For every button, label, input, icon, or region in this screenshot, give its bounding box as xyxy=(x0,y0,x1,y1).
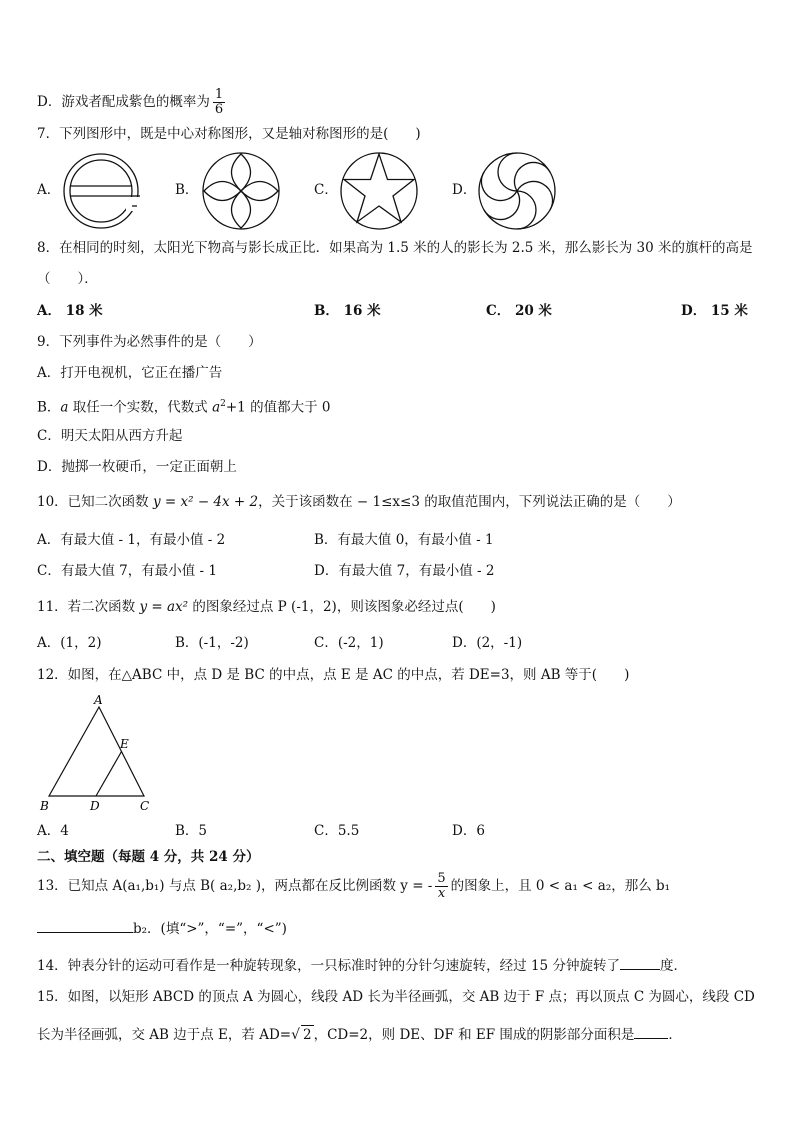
q11-option-a: A．(1，2) xyxy=(37,635,102,651)
q12-option-b: B．5 xyxy=(175,823,208,839)
q12-option-a: A．4 xyxy=(37,823,69,839)
q9-var: a xyxy=(60,399,69,416)
q10-function: y = x² − 4x + 2 xyxy=(152,494,259,510)
q15-line2 xyxy=(37,1025,682,1044)
fraction xyxy=(213,88,225,117)
sqrt-icon: √ xyxy=(291,1027,300,1043)
label-a: A xyxy=(94,693,103,707)
q15-period: ． xyxy=(668,1027,682,1043)
q11-stem xyxy=(37,598,496,616)
q6-option-d xyxy=(37,88,228,117)
q14-text-end: 度． xyxy=(659,958,687,974)
q10-text: 10．已知二次函数 xyxy=(37,494,153,510)
q8-option-a: A． 18 米 xyxy=(37,303,103,319)
q7-option-c-label: C． xyxy=(314,182,338,198)
q9-option-b xyxy=(37,395,330,417)
q11-option-c: C．(-2，1) xyxy=(314,635,384,651)
q9-text: 取任一个实数，代数式 xyxy=(68,399,213,416)
q12-option-c: C．5.5 xyxy=(314,823,360,839)
q13-line2-text: b₂．(填“>”，“=”，“<”) xyxy=(133,921,287,937)
q11-text: 11．若二次函数 xyxy=(37,599,140,615)
q8-stem-cont: （ ）． xyxy=(37,271,98,287)
q15-text: 长为半径画弧，交 AB 边于点 E，若 AD= xyxy=(37,1027,292,1043)
q6-option-d-text: D．游戏者配成紫色的概率为 xyxy=(37,94,210,110)
q9-expr: a xyxy=(212,399,221,416)
q8-option-b: B． 16 米 xyxy=(314,303,381,319)
section-heading: 二、填空题（每题 4 分，共 24 分） xyxy=(37,849,260,865)
q7-option-a-label: A． xyxy=(37,182,61,198)
q9-option-c: C．明天太阳从西方升起 xyxy=(37,428,183,444)
q10-option-d: D．有最大值 7，有最小值 - 2 xyxy=(314,563,495,579)
q15-sqrt-value: 2 xyxy=(303,1027,312,1043)
q7-option-d-label: D． xyxy=(452,182,477,198)
q9-option-d: D．抛掷一枚硬币，一定正面朝上 xyxy=(37,459,237,475)
q12-triangle-figure xyxy=(36,690,166,818)
figure-b-petal-circle-icon xyxy=(200,150,282,232)
q15-line1: 15．如图，以矩形 ABCD 的顶点 A 为圆心，线段 AD 长为半径画弧，交 AB 边于 F 点；再以顶点 C 为圆心，线段 CD xyxy=(37,989,755,1005)
figure-c-star-circle-icon xyxy=(338,150,420,232)
q12-stem: 12．如图，在△ABC 中，点 D 是 BC 的中点，点 E 是 AC 的中点，若 DE=3，则 AB 等于( ) xyxy=(37,667,630,683)
q9-option-b-label: B． xyxy=(37,399,61,416)
figure-d-swirl-circle-icon xyxy=(476,150,558,232)
q8-option-d: D． 15 米 xyxy=(681,303,748,319)
fraction-numerator: 5 xyxy=(437,871,446,886)
label-e: E xyxy=(120,737,129,751)
q10-stem xyxy=(37,493,681,511)
fraction-denominator: x xyxy=(437,886,446,901)
q10-option-c: C．有最大值 7，有最小值 - 1 xyxy=(37,563,217,579)
q14-stem xyxy=(37,957,687,975)
fraction-denominator: 6 xyxy=(214,102,224,117)
q7-option-b-label: B． xyxy=(175,182,199,198)
q15-text-end: ，CD=2，则 DE、DF 和 EF 围成的阴影部分面积是 xyxy=(313,1027,635,1043)
label-c: C xyxy=(140,799,150,813)
q11-text-end: 的图象经过点 P (-1，2)，则该图象必经过点( ) xyxy=(188,599,496,615)
q11-option-d: D．(2，-1) xyxy=(452,635,523,651)
q9-stem: 9．下列事件为必然事件的是（ ） xyxy=(37,334,262,350)
label-b: B xyxy=(40,799,49,813)
q7-stem: 7．下列图形中，既是中心对称图形，又是轴对称图形的是( ) xyxy=(37,126,421,142)
q15-answer-blank[interactable] xyxy=(634,1038,668,1039)
label-d: D xyxy=(90,799,100,813)
q9-option-a: A．打开电视机，它正在播广告 xyxy=(37,365,223,381)
q13-answer-line xyxy=(37,920,287,938)
q10-option-a: A．有最大值 - 1，有最小值 - 2 xyxy=(37,532,226,548)
q8-stem: 8．在相同的时刻，太阳光下物高与影长成正比．如果高为 1.5 米的人的影长为 2.5 米，那么影长为 30 米的旗杆的高是 xyxy=(37,240,753,256)
fraction-numerator: 1 xyxy=(214,87,224,102)
q11-option-b: B．(-1，-2) xyxy=(175,635,249,651)
q8-option-c: C． 20 米 xyxy=(486,303,552,319)
q10-option-b: B．有最大值 0，有最小值 - 1 xyxy=(314,532,494,548)
q13-fraction xyxy=(435,872,447,901)
q13-text: 13．已知点 A(a₁,b₁) 与点 B( a₂,b₂ )，两点都在反比例函数 y = - xyxy=(37,878,433,894)
q14-answer-blank[interactable] xyxy=(620,969,660,970)
q11-function: y = ax² xyxy=(139,599,189,615)
q10-text-end: ，关于该函数在 − 1≤x≤3 的取值范围内，下列说法正确的是（ ） xyxy=(258,494,681,510)
q13-text-end: 的图象上，且 0 < a₁ < a₂，那么 b₁ xyxy=(450,878,671,894)
q12-option-d: D．6 xyxy=(452,823,485,839)
q14-text: 14．钟表分针的运动可看作是一种旋转现象，一只标准时钟的分针匀速旋转，经过 15 分钟旋转了 xyxy=(37,958,620,974)
figure-a-e-circle-icon xyxy=(60,150,142,232)
q13-answer-blank[interactable] xyxy=(37,932,133,933)
q13-stem xyxy=(37,872,670,901)
q9-exponent: 2 xyxy=(220,399,226,409)
q9-text-end: +1 的值都大于 0 xyxy=(225,399,331,416)
